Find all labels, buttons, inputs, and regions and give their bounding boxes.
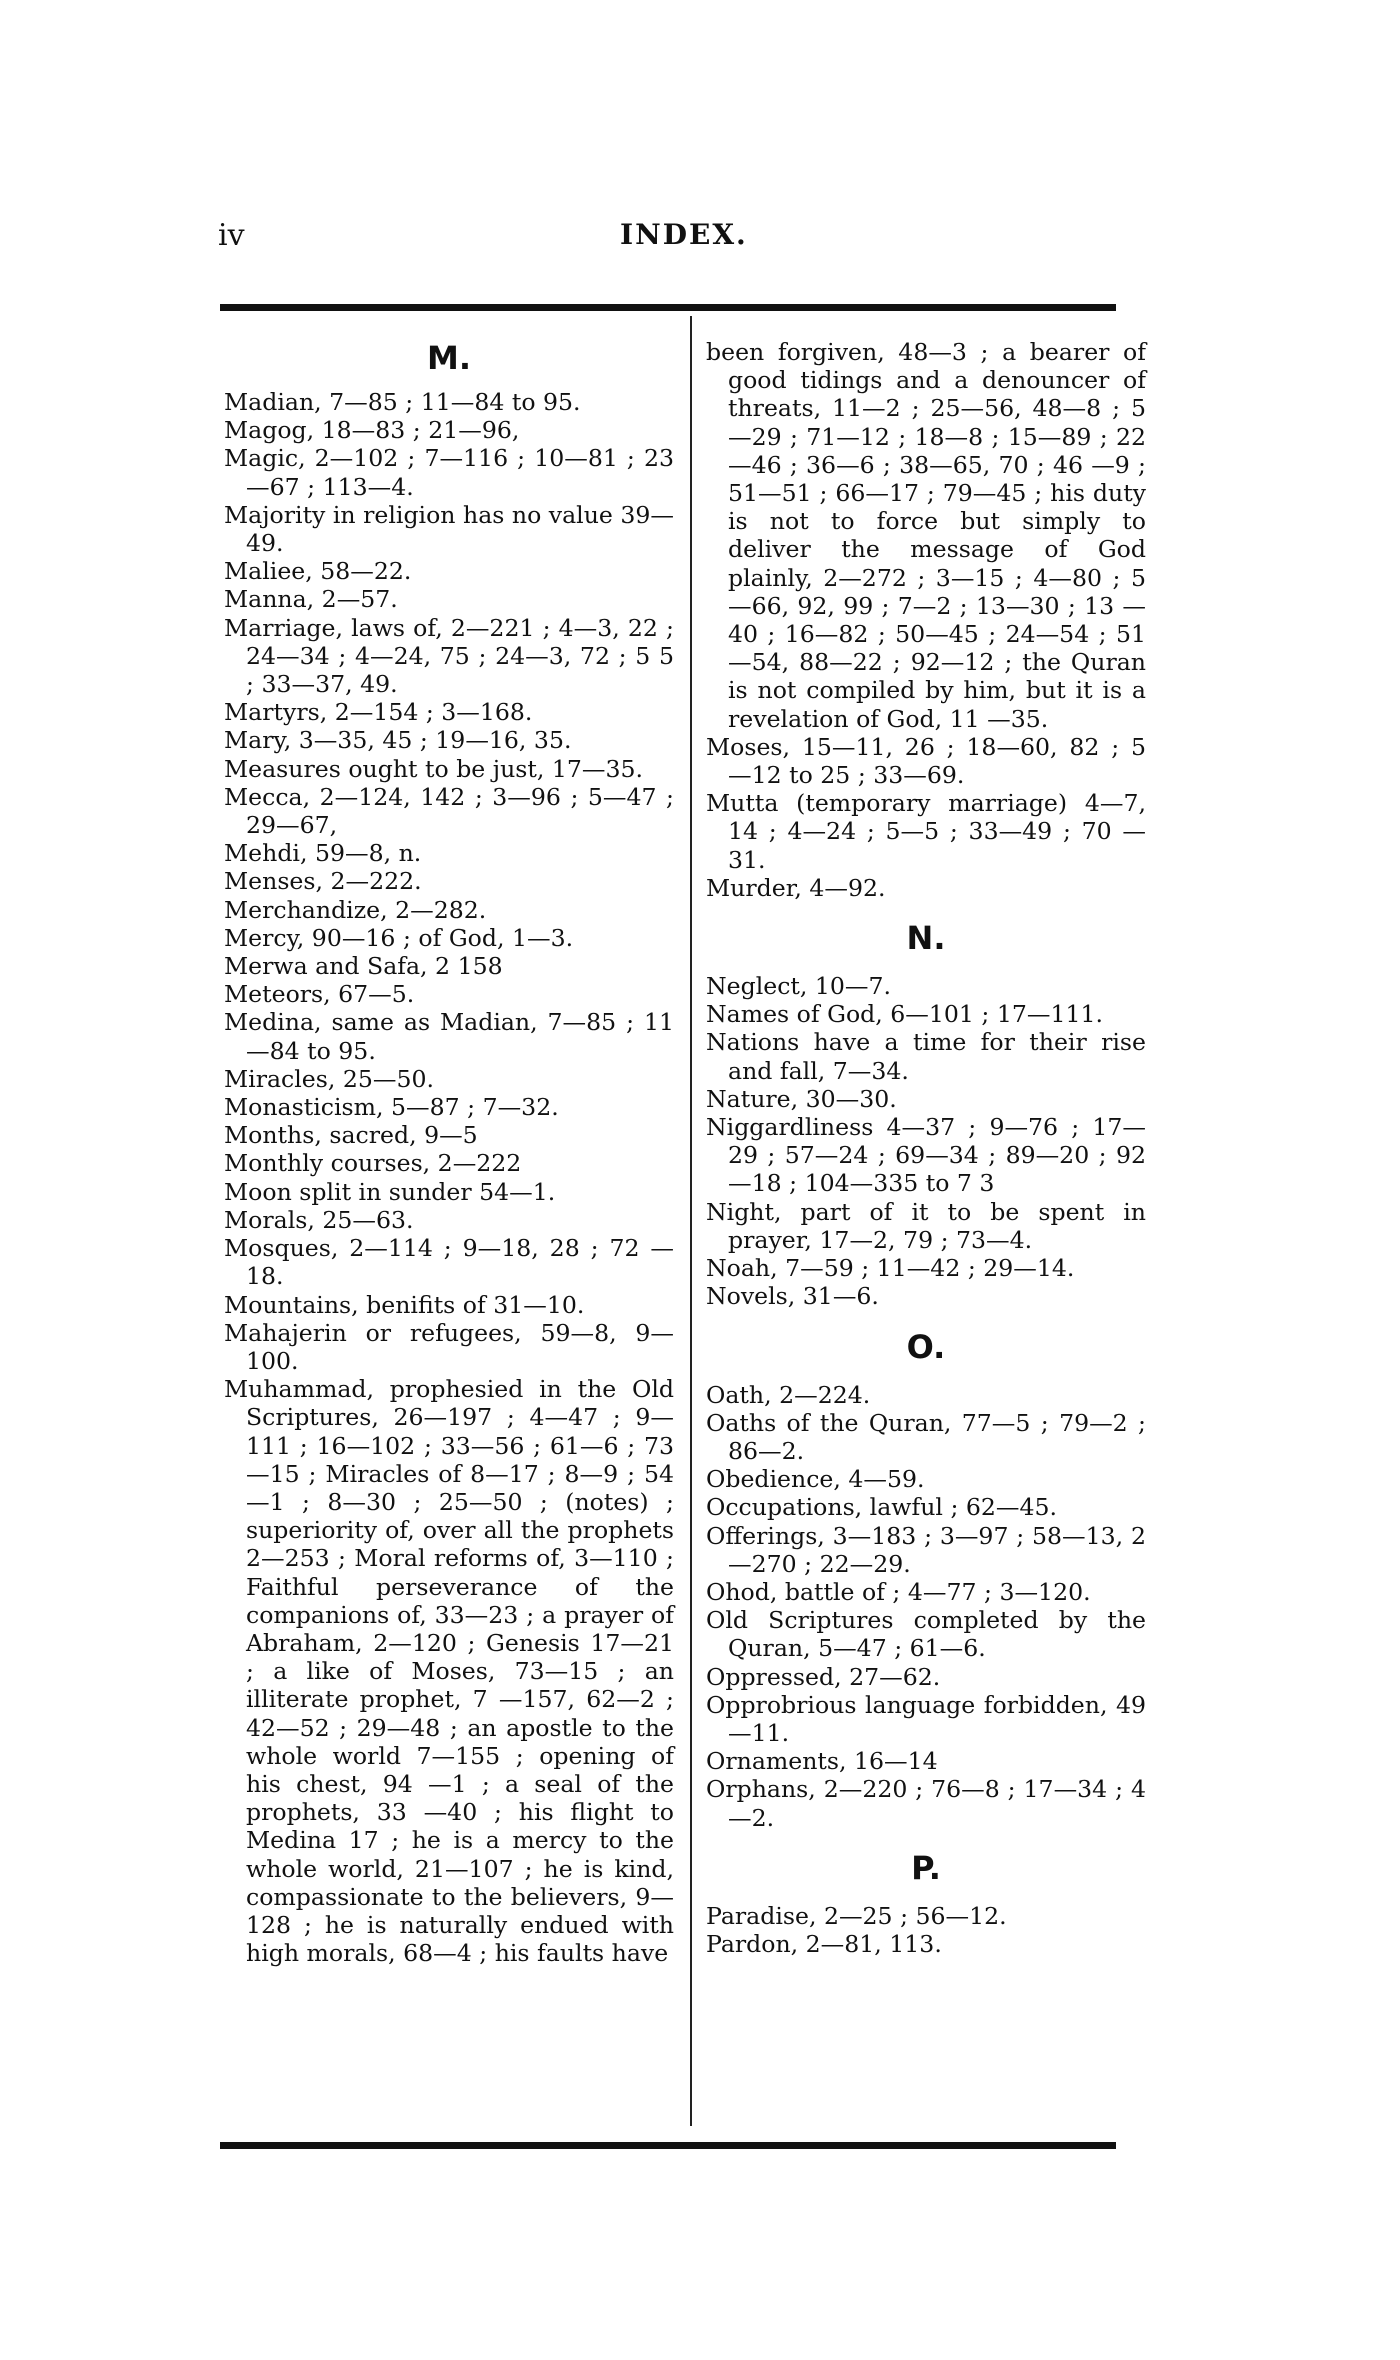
- index-entry: Mosques, 2—114 ; 9—18, 28 ; 72 —18.: [224, 1234, 674, 1291]
- index-entry: Old Scriptures completed by the Quran, 5—47 ; 61—6.: [706, 1606, 1146, 1663]
- index-entry: been forgiven, 48—3 ; a bearer of good tidings and a denouncer of threats, 11—2 ; 25—56, 48—8 ; 5—29 ; 71—12 ; 18—8 ; 15—89 ; 22—46 ; 36—6 ; 38—65, 70 ; 46 —9 ; 51—51 ; 66—17 ; 79—45 ; his duty is not to force but simply to deliver the message of God plainly, 2—272 ; 3—15 ; 4—80 ; 5—66, 92, 99 ; 7—2 ; 13—30 ; 13 —40 ; 16—82 ; 50—45 ; 24—54 ; 51—54, 88—22 ; 92—12 ; the Quran is not compiled by him, but it is a revelation of God, 11 —35.: [706, 338, 1146, 733]
- index-entry: Medina, same as Madian, 7—85 ; 11—84 to 95.: [224, 1008, 674, 1065]
- index-entry: Occupations, lawful ; 62—45.: [706, 1493, 1058, 1522]
- index-entry: Majority in religion has no value 39—49.: [224, 500, 674, 558]
- index-entry: Miracles, 25—50.: [224, 1064, 435, 1093]
- entry-list-o: [706, 1381, 1146, 1832]
- index-entry: Merwa and Safa, 2 158: [224, 952, 503, 981]
- section-heading-p: P.: [911, 1848, 941, 1887]
- index-entry: Pardon, 2—81, 113.: [706, 1929, 942, 1958]
- index-entry: Mary, 3—35, 45 ; 19—16, 35.: [224, 726, 572, 755]
- left-column: [224, 338, 674, 1967]
- entry-list-p: [706, 1902, 1146, 1958]
- entry-list-n: [706, 972, 1146, 1310]
- index-entry: Maliee, 58—22.: [224, 557, 412, 586]
- index-entry: Mecca, 2—124, 142 ; 3—96 ; 5—47 ; 29—67,: [224, 782, 674, 840]
- index-entry: Paradise, 2—25 ; 56—12.: [706, 1901, 1007, 1930]
- index-entry: Nations have a time for their rise and fall, 7—34.: [706, 1028, 1146, 1085]
- index-entry: Ohod, battle of ; 4—77 ; 3—120.: [706, 1577, 1091, 1606]
- index-entry: Magic, 2—102 ; 7—116 ; 10—81 ; 23—67 ; 113—4.: [224, 444, 674, 501]
- index-entry: Oath, 2—224.: [706, 1380, 871, 1409]
- index-entry: Marriage, laws of, 2—221 ; 4—3, 22 ; 24—34 ; 4—24, 75 ; 24—3, 72 ; 5 5 ; 33—37, 49.: [224, 613, 674, 699]
- index-entry: Morals, 25—63.: [224, 1205, 414, 1234]
- index-entry: Monasticism, 5—87 ; 7—32.: [224, 1093, 559, 1122]
- index-entry: Niggardliness 4—37 ; 9—76 ; 17— 29 ; 57—24 ; 69—34 ; 89—20 ; 92—18 ; 104—335 to 7 3: [706, 1113, 1146, 1198]
- index-entry: Moses, 15—11, 26 ; 18—60, 82 ; 5 —12 to 25 ; 33—69.: [706, 732, 1146, 790]
- index-entry: Novels, 31—6.: [706, 1282, 879, 1311]
- index-entry: Ornaments, 16—14: [706, 1747, 938, 1776]
- index-entry: Measures ought to be just, 17—35.: [224, 754, 644, 783]
- index-entry: Oaths of the Quran, 77—5 ; 79—2 ; 86—2.: [706, 1408, 1146, 1465]
- index-entry: Neglect, 10—7.: [706, 972, 892, 1001]
- index-entry: Nature, 30—30.: [706, 1084, 897, 1113]
- top-rule: [220, 304, 1116, 311]
- index-entry: Moon split in sunder 54—1.: [224, 1177, 556, 1206]
- page-header: [0, 218, 1400, 258]
- right-column: [706, 338, 1146, 1958]
- section-heading-o: O.: [906, 1327, 946, 1366]
- index-entry: Magog, 18—83 ; 21—96,: [224, 416, 520, 445]
- index-entry: Monthly courses, 2—222: [224, 1149, 522, 1178]
- index-entry: Oppressed, 27—62.: [706, 1662, 941, 1691]
- section-heading-m: M.: [427, 339, 471, 377]
- running-title: INDEX.: [620, 218, 748, 251]
- index-entry: Mountains, benifits of 31—10.: [224, 1290, 585, 1319]
- index-entry: Manna, 2—57.: [224, 585, 398, 614]
- index-entry: Madian, 7—85 ; 11—84 to 95.: [224, 388, 581, 416]
- index-entry: Murder, 4—92.: [706, 873, 886, 902]
- index-entry: Obedience, 4—59.: [706, 1465, 925, 1494]
- index-entry: Menses, 2—222.: [224, 867, 422, 896]
- index-entry: Martyrs, 2—154 ; 3—168.: [224, 698, 533, 727]
- entry-list-m-continued: [706, 338, 1146, 902]
- page-number: iv: [218, 218, 245, 253]
- column-divider: [690, 316, 692, 2126]
- index-entry: Merchandize, 2—282.: [224, 895, 487, 924]
- index-entry: Mercy, 90—16 ; of God, 1—3.: [224, 923, 574, 952]
- index-entry: Mutta (temporary marriage) 4—7, 14 ; 4—24 ; 5—5 ; 33—49 ; 70 —31.: [706, 789, 1146, 874]
- index-entry: Mehdi, 59—8, n.: [224, 839, 422, 868]
- index-entry: Meteors, 67—5.: [224, 980, 415, 1009]
- index-entry: Months, sacred, 9—5: [224, 1121, 478, 1150]
- section-heading-n: N.: [906, 919, 946, 958]
- index-entry: Noah, 7—59 ; 11—42 ; 29—14.: [706, 1254, 1075, 1283]
- bottom-rule: [220, 2142, 1116, 2149]
- index-entry: Names of God, 6—101 ; 17—111.: [706, 1000, 1103, 1029]
- index-entry: Mahajerin or refugees, 59—8, 9— 100.: [224, 1318, 674, 1375]
- index-entry: Opprobrious language forbidden, 49—11.: [706, 1690, 1146, 1747]
- index-entry: Offerings, 3—183 ; 3—97 ; 58—13, 2—270 ; 22—29.: [706, 1521, 1146, 1578]
- entry-list-m: [224, 388, 674, 1967]
- index-entry: Muhammad, prophesied in the Old Scriptures, 26—197 ; 4—47 ; 9— 111 ; 16—102 ; 33—56 ; 61—6 ; 73—15 ; Miracles of 8—17 ; 8—9 ; 54—1 ; 8—30 ; 25—50 ; (notes) ; superiority of, over all the prophets 2—253 ; Moral reforms of, 3—110 ; Faithful perseverance of the companions of, 33—23 ; a prayer of Abraham, 2—120 ; Genesis 17—21 ; a like of Moses, 73—15 ; an illiterate prophet, 7 —157, 62—2 ; 42—52 ; 29—48 ; an apostle to the whole world 7—155 ; opening of his chest, 94 —1 ; a seal of the prophets, 33 —40 ; his flight to Medina 17 ; he is a mercy to the whole world, 21—107 ; he is kind, compassionate to the believers, 9—128 ; he is naturally endued with high morals, 68—4 ; his faults have: [224, 1375, 674, 1968]
- index-entry: Night, part of it to be spent in prayer, 17—2, 79 ; 73—4.: [706, 1197, 1146, 1254]
- index-entry: Orphans, 2—220 ; 76—8 ; 17—34 ; 4—2.: [706, 1775, 1146, 1832]
